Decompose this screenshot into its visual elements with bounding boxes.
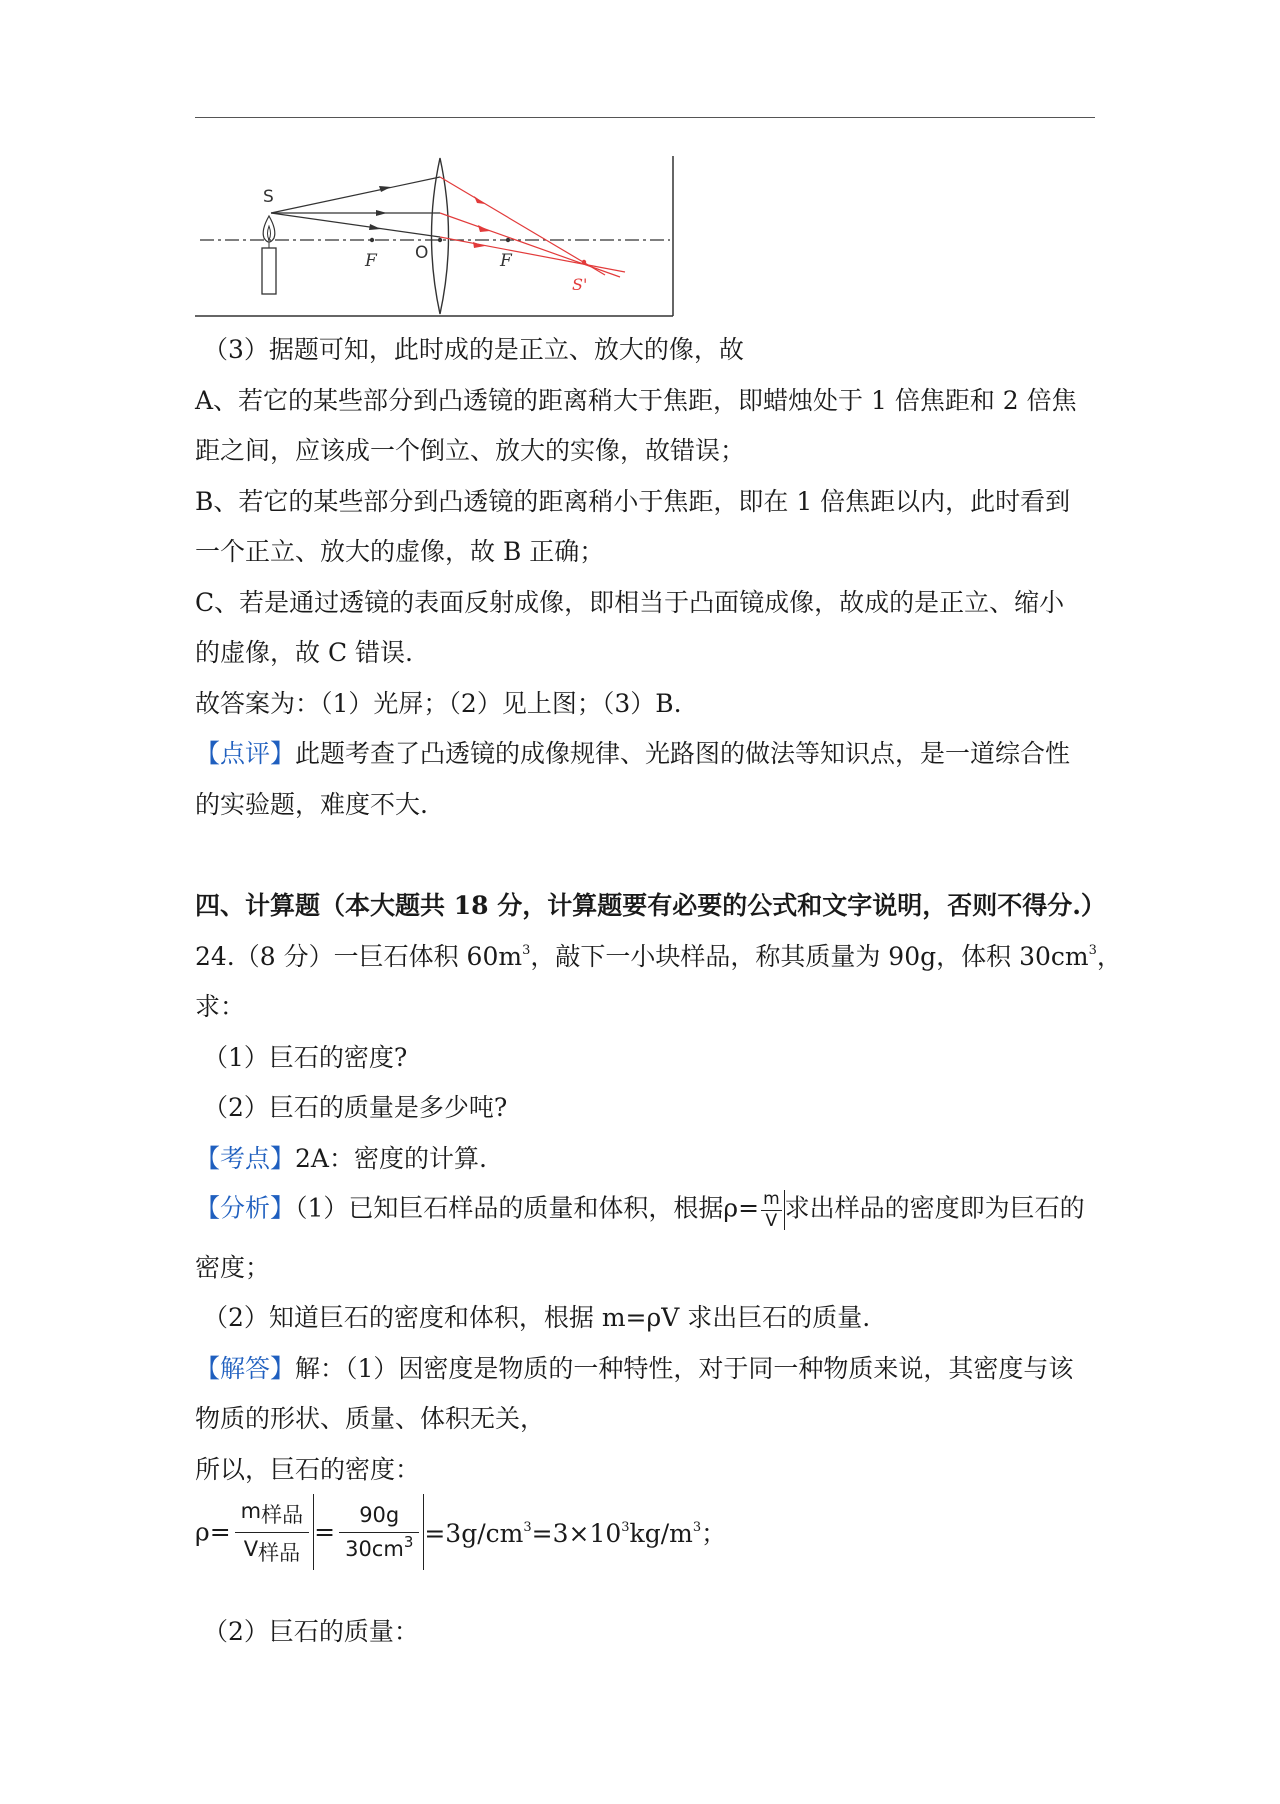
- text-line: （2）巨石的质量：: [203, 1617, 419, 1646]
- eq-sup: 3: [523, 1520, 532, 1535]
- label-f-right: F: [500, 251, 512, 271]
- fraction-denominator: [235, 1533, 309, 1564]
- incident-ray-top: [271, 177, 440, 213]
- label-s-prime: S': [572, 275, 588, 294]
- fraction-m-over-v: [761, 1188, 782, 1231]
- density-equation: [195, 1494, 726, 1570]
- image-point: [582, 260, 586, 264]
- eq-result-a: =3g/cm: [424, 1519, 524, 1548]
- text-line: 所以，巨石的密度：: [195, 1455, 421, 1484]
- fraction-denominator: V: [765, 1210, 778, 1231]
- eq-den-sup: 3: [403, 1532, 414, 1551]
- incident-ray-optical-center: [271, 213, 440, 237]
- text-line: B、若它的某些部分到凸透镜的距离稍小于焦距，即在 1 倍焦距以内，此时看到: [195, 487, 1071, 516]
- fraction-numerator: m: [763, 1188, 780, 1209]
- analysis-text: （1）已知巨石样品的质量和体积，根据ρ=: [295, 1193, 760, 1223]
- label-s: S: [263, 187, 274, 207]
- q24-text-c: ，: [1096, 942, 1122, 971]
- q24-sup: 3: [522, 943, 531, 958]
- comment-text: 此题考查了凸透镜的成像规律、光路图的做法等知识点，是一道综合性: [295, 739, 1071, 768]
- topic-text: 2A：密度的计算.: [295, 1144, 487, 1173]
- sub-question-1: （1）巨石的密度?: [203, 1043, 408, 1072]
- refracted-ray-center: [440, 237, 625, 272]
- fraction-numerator: [235, 1498, 309, 1532]
- arrow-head: [376, 210, 387, 216]
- text-line: 一个正立、放大的虚像，故 B 正确；: [195, 537, 605, 566]
- candle-flame: [263, 216, 275, 242]
- text-line: 密度；: [195, 1253, 271, 1282]
- focus-point-left: [370, 238, 374, 242]
- eq-v: V: [243, 1536, 259, 1561]
- eq-result-d: ；: [701, 1519, 727, 1548]
- eq-sup: 3: [692, 1520, 702, 1535]
- eq-v-sub: 样品: [258, 1540, 301, 1565]
- optical-center-point: [438, 238, 442, 242]
- comment-tag: 【点评】: [195, 739, 296, 768]
- text-line: （3）据题可知，此时成的是正立、放大的像，故: [203, 335, 744, 364]
- lens-ray-diagram: [195, 150, 685, 320]
- arrow-head: [478, 225, 490, 232]
- eq-m-sub: 样品: [261, 1502, 304, 1527]
- header-rule: [195, 117, 1095, 118]
- focus-point-right: [506, 238, 510, 242]
- label-f-left: F: [365, 251, 377, 271]
- comment-line: [195, 738, 1070, 770]
- refracted-ray-top: [440, 177, 605, 275]
- arrow-head: [379, 186, 391, 192]
- text-line: 的虚像，故 C 错误.: [195, 638, 413, 667]
- fraction-denominator: [339, 1533, 419, 1560]
- text-line: 物质的形状、质量、体积无关，: [195, 1404, 546, 1433]
- solution-line: [195, 1353, 1073, 1385]
- label-o: O: [415, 243, 429, 263]
- eq-m: m: [240, 1498, 262, 1523]
- eq-result: [424, 1519, 726, 1548]
- text-line: 故答案为：（1）光屏；（2）见上图；（3）B.: [195, 689, 682, 718]
- candle-inner-flame: [268, 226, 271, 240]
- eq-result-b: =3×10: [531, 1519, 622, 1548]
- refracted-ray-parallel: [440, 213, 620, 277]
- fraction-numerator: 90g: [359, 1502, 400, 1527]
- eq-den: 30cm: [345, 1536, 404, 1561]
- q24-text-b: ，敲下一小块样品，称其质量为 90g，体积 30cm: [530, 942, 1089, 971]
- candle-body: [262, 248, 276, 294]
- q24-sup: 3: [1088, 943, 1097, 958]
- q24-text-a: 24.（8 分）一巨石体积 60m: [195, 942, 523, 971]
- sub-question-2: （2）巨石的质量是多少吨?: [203, 1093, 508, 1122]
- question-24: [195, 941, 1122, 973]
- solution-tag: 【解答】: [195, 1354, 296, 1383]
- text-line: C、若是通过透镜的表面反射成像，即相当于凸面镜成像，故成的是正立、缩小: [195, 588, 1065, 617]
- text-line: A、若它的某些部分到凸透镜的距离稍大于焦距，即蜡烛处于 1 倍焦距和 2 倍焦: [195, 386, 1077, 415]
- eq-equals: =: [314, 1517, 336, 1547]
- solution-text: 解：（1）因密度是物质的一种特性，对于同一种物质来说，其密度与该: [295, 1354, 1074, 1383]
- topic-line: [195, 1143, 487, 1175]
- fraction-90g-over-30cm3: [339, 1502, 419, 1561]
- text-line: （2）知道巨石的密度和体积，根据 m=ρV 求出巨石的质量.: [203, 1303, 871, 1332]
- eq-sup: 3: [621, 1520, 630, 1535]
- text-line: 求：: [195, 992, 246, 1021]
- analysis-text-2: 求出样品的密度即为巨石的: [784, 1193, 1085, 1223]
- fraction-m-sample-over-v-sample: [235, 1498, 309, 1565]
- analysis-tag: 【分析】: [195, 1193, 296, 1223]
- eq-result-c: kg/m: [629, 1519, 693, 1548]
- topic-tag: 【考点】: [195, 1144, 296, 1173]
- section-heading: 四、计算题（本大题共 18 分，计算题要有必要的公式和文字说明，否则不得分.）: [195, 891, 1106, 920]
- analysis-line: [195, 1190, 1085, 1230]
- text-line: 的实验题，难度不大.: [195, 790, 428, 819]
- eq-rho: ρ=: [195, 1517, 231, 1547]
- arrow-head: [369, 224, 381, 230]
- text-line: 距之间，应该成一个倒立、放大的实像，故错误；: [195, 436, 746, 465]
